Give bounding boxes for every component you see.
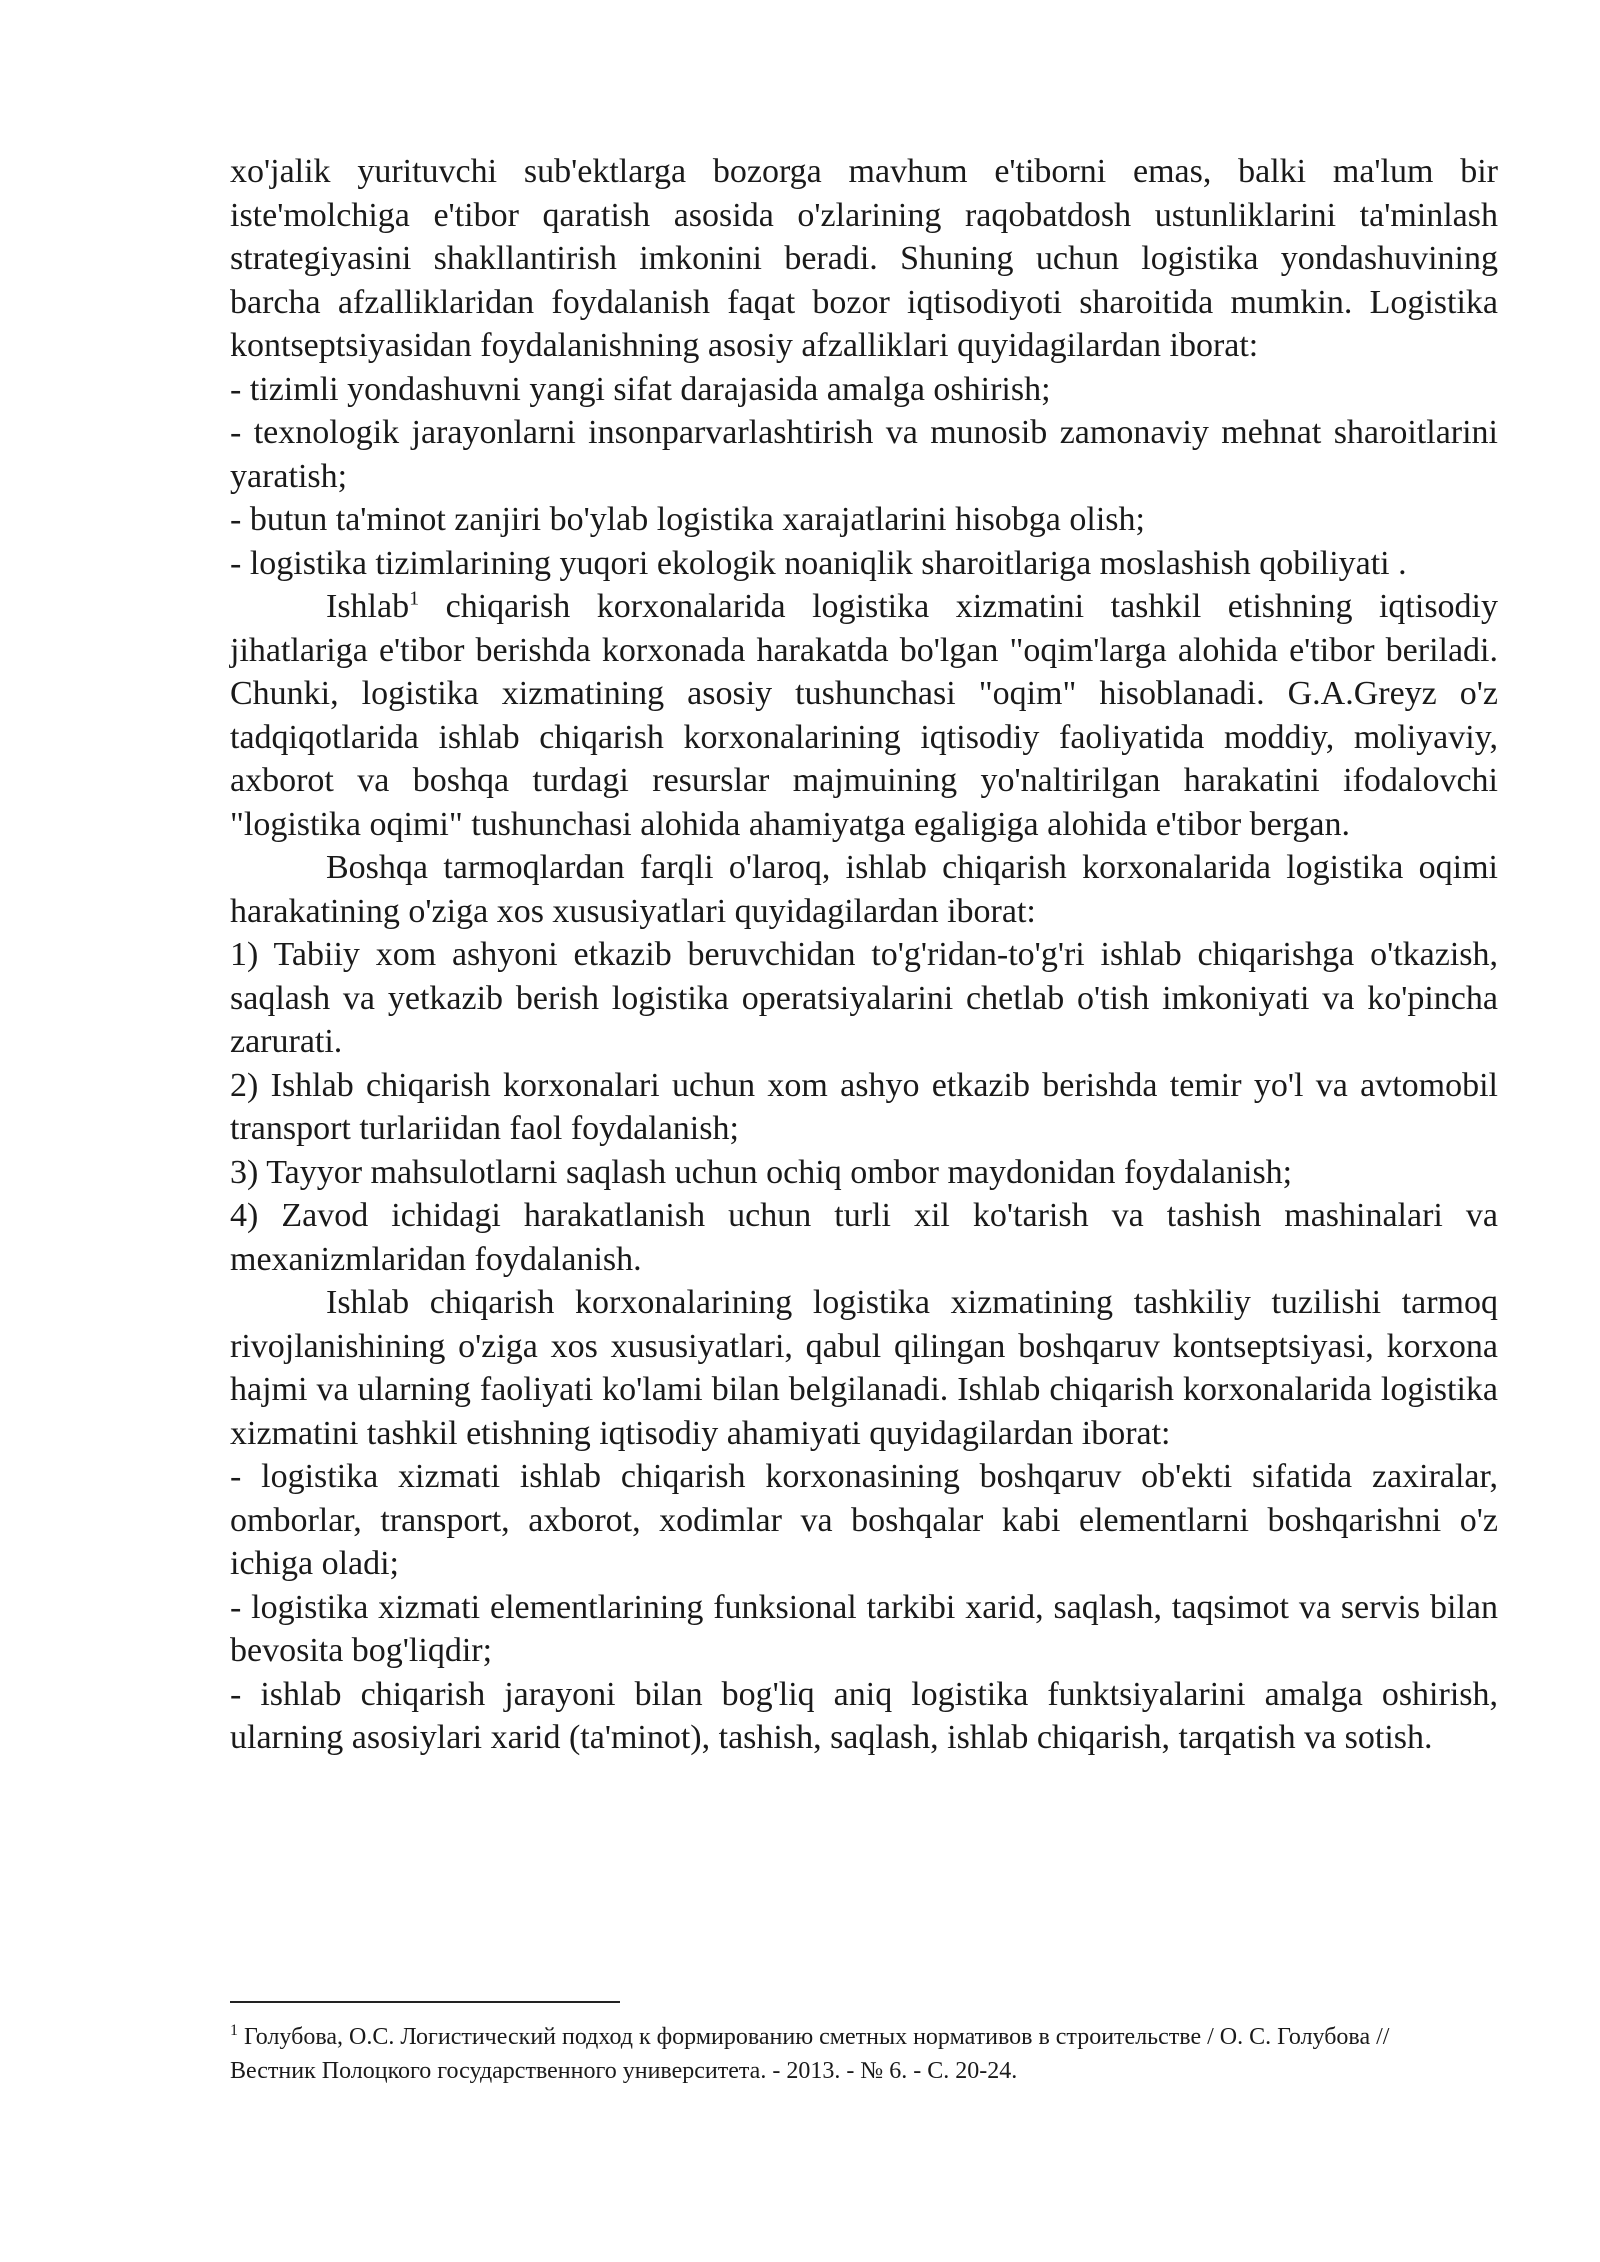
intro-paragraph: xo'jalik yurituvchi sub'ektlarga bozorga mavhum e'tiborni emas, balki ma'lum bir iste'molchiga e'tibor qaratish asosida o'zlarining raqobatdosh ustunliklarini ta'minlash strategiyasini shakllantirish imkonini beradi. Shuning uchun logistika yondashuvining barcha afzalliklaridan foydalanish faqat bozor iqtisodiyoti sharoitida mumkin. Logistika kontseptsiyasidan foydalanishning asosiy afzalliklari quyidagilardan iborat: [230, 153, 1498, 364]
paragraph-features: Boshqa tarmoqlardan farqli o'laroq, ishlab chiqarish korxonalarida logistika oqimi harakatining o'ziga xos xususiyatlari quyidagilardan iborat: [230, 849, 1498, 930]
footnote-separator [230, 2001, 620, 2003]
footnote-reference[interactable]: 1 [409, 587, 420, 610]
numbered-item: 2) Ishlab chiqarish korxonalari uchun xom ashyo etkazib berishda temir yo'l va avtomobil transport turlariidan faol foydalanish; [230, 1066, 1498, 1147]
list-item: - logistika tizimlarining yuqori ekologik noaniqlik sharoitlariga moslashish qobiliyati . [230, 544, 1407, 582]
footnote [230, 2020, 1430, 2088]
paragraph-start: Ishlab [326, 588, 410, 625]
list-item: - butun ta'minot zanjiri bo'ylab logistika xarajatlarini hisobga olish; [230, 501, 1145, 538]
footnote-mark: 1 [230, 2022, 238, 2039]
list-item: - ishlab chiqarish jarayoni bilan bog'liq aniq logistika funktsiyalarini amalga oshirish, ularning asosiylari xarid (ta'minot), tashish, saqlash, ishlab chiqarish, tarqatish va sotish. [230, 1675, 1498, 1756]
document-body [230, 150, 1498, 1760]
paragraph-logistics-flow [230, 585, 1498, 846]
numbered-item: 4) Zavod ichidagi harakatlanish uchun turli xil ko'tarish va tashish mashinalari va mexanizmlaridan foydalanish. [230, 1197, 1498, 1278]
numbered-item: 3) Tayyor mahsulotlarni saqlash uchun ochiq ombor maydonidan foydalanish; [230, 1153, 1293, 1191]
list-item: - logistika xizmati ishlab chiqarish korxonasining boshqaruv ob'ekti sifatida zaxiralar, omborlar, transport, axborot, xodimlar va boshqalar kabi elementlarni boshqarishni o'z ichiga oladi; [230, 1458, 1498, 1582]
list-item: - tizimli yondashuvni yangi sifat darajasida amalga oshirish; [230, 370, 1051, 408]
numbered-item: 1) Tabiiy xom ashyoni etkazib beruvchidan to'g'ridan-to'g'ri ishlab chiqarishga o'tkazish, saqlash va yetkazib berish logistika operatsiyalarini chetlab o'tish imkoniyati va ko'pincha zarurati. [230, 936, 1498, 1060]
list-item: - logistika xizmati elementlarining funksional tarkibi xarid, saqlash, taqsimot va servis bilan bevosita bog'liqdir; [230, 1588, 1498, 1669]
paragraph-text: chiqarish korxonalarida logistika xizmatini tashkil etishning iqtisodiy jihatlariga e'tibor berishda korxonada harakatda bo'lgan "oqim'larga alohida e'tibor beriladi. Chunki, logistika xizmatining asosiy tushunchasi "oqim" hisoblanadi. G.A.Greyz o'z tadqiqotlarida ishlab chiqarish korxonalarining iqtisodiy faoliyatida moddiy, moliyaviy, axborot va boshqa turdagi resurslar majmuining yo'naltirilgan harakatini ifodalovchi "logistika oqimi" tushunchasi alohida ahamiyatga egaligiga alohida e'tibor bergan. [230, 588, 1498, 843]
footnote-text: Голубова, О.С. Логистический подход к формированию сметных нормативов в строительстве / О. С. Голубова // Вестник Полоцкого государственного университета. - 2013. - № 6. - С. 20-24. [230, 2024, 1390, 2084]
paragraph-structure: Ishlab chiqarish korxonalarining logistika xizmatining tashkiliy tuzilishi tarmoq rivojlanishining o'ziga xos xususiyatlari, qabul qilingan boshqaruv kontseptsiyasi, korxona hajmi va ularning faoliyati ko'lami bilan belgilanadi. Ishlab chiqarish korxonalarida logistika xizmatini tashkil etishning iqtisodiy ahamiyati quyidagilardan iborat: [230, 1284, 1498, 1452]
list-item: - texnologik jarayonlarni insonparvarlashtirish va munosib zamonaviy mehnat sharoitlarini yaratish; [230, 414, 1498, 495]
